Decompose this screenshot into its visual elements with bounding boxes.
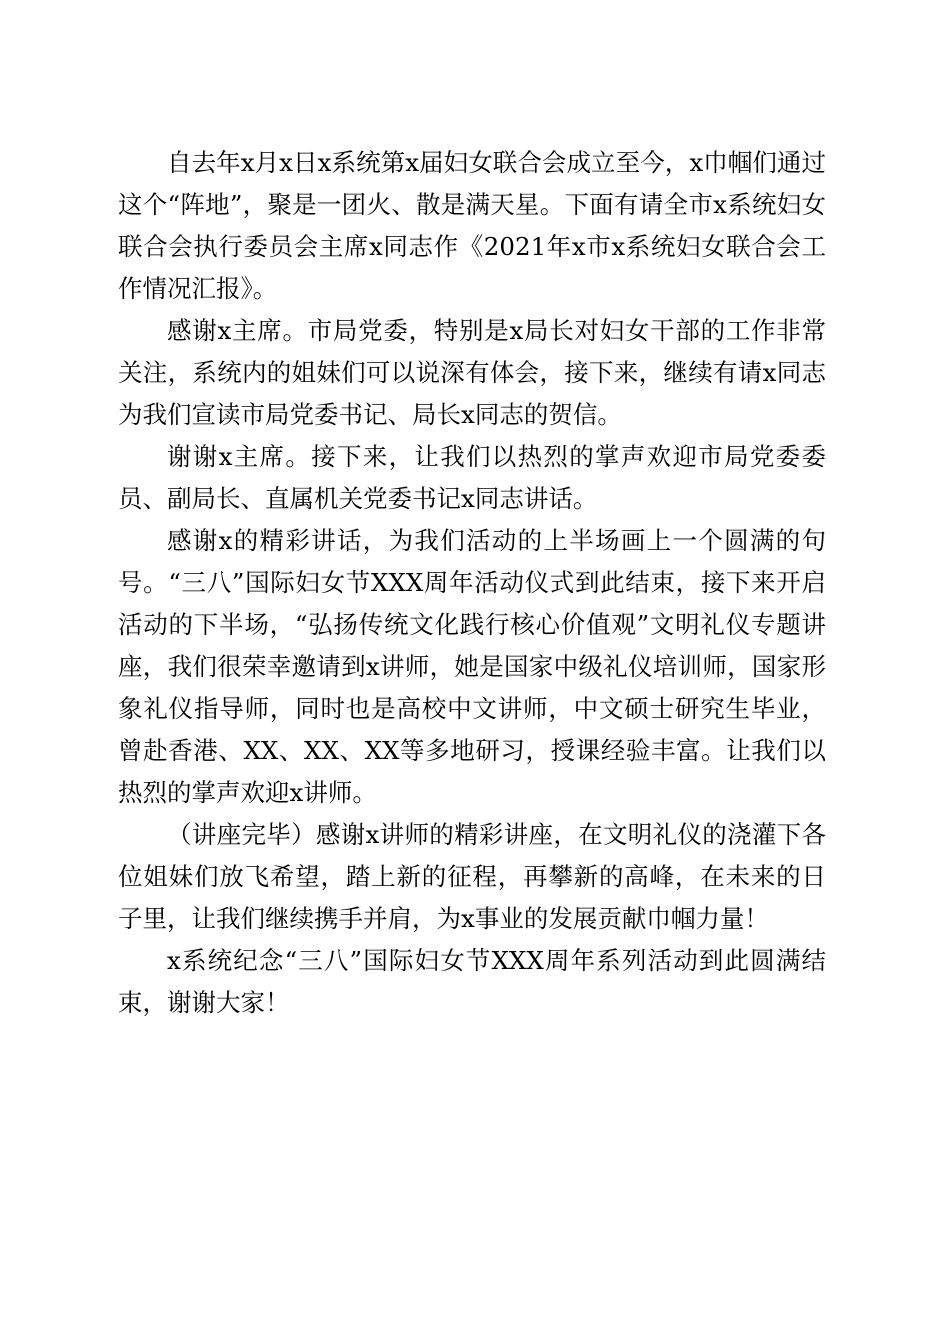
paragraph-lecture-closing: （讲座完毕）感谢x讲师的精彩讲座，在文明礼仪的浇灌下各位姐妹们放飞希望，踏上新的征程，再攀新的高峰，在未来的日子里，让我们继续携手并肩，为x事业的发展贡献巾帼力量！	[118, 820, 826, 933]
paragraph-event-closing: x系统纪念“三八”国际妇女节XXX周年系列活动到此圆满结束，谢谢大家！	[118, 946, 826, 1017]
paragraph-opening: 自去年x月x日x系统第x届妇女联合会成立至今，x巾帼们通过这个“阵地”，聚是一团火、散是满天星。下面有请全市x系统妇女联合会执行委员会主席x同志作《2021年x市x系统妇女联合会工作情况汇报》。	[118, 148, 826, 303]
document-body	[118, 142, 826, 1024]
paragraph-thanks-chair: 感谢x主席。市局党委，特别是x局长对妇女干部的工作非常关注，系统内的姐妹们可以说深有体会，接下来，继续有请x同志为我们宣读市局党委书记、局长x同志的贺信。	[118, 316, 826, 429]
paragraph-welcome-speech: 谢谢x主席。接下来，让我们以热烈的掌声欢迎市局党委委员、副局长、直属机关党委书记x同志讲话。	[118, 442, 826, 513]
paragraph-lecture-intro: 感谢x的精彩讲话，为我们活动的上半场画上一个圆满的句号。“三八”国际妇女节XXX周年活动仪式到此结束，接下来开启活动的下半场，“弘扬传统文化践行核心价值观”文明礼仪专题讲座，我们很荣幸邀请到x讲师，她是国家中级礼仪培训师，国家形象礼仪指导师，同时也是高校中文讲师，中文硕士研究生毕业，曾赴香港、XX、XX、XX等多地研习，授课经验丰富。让我们以热烈的掌声欢迎x讲师。	[118, 526, 826, 807]
